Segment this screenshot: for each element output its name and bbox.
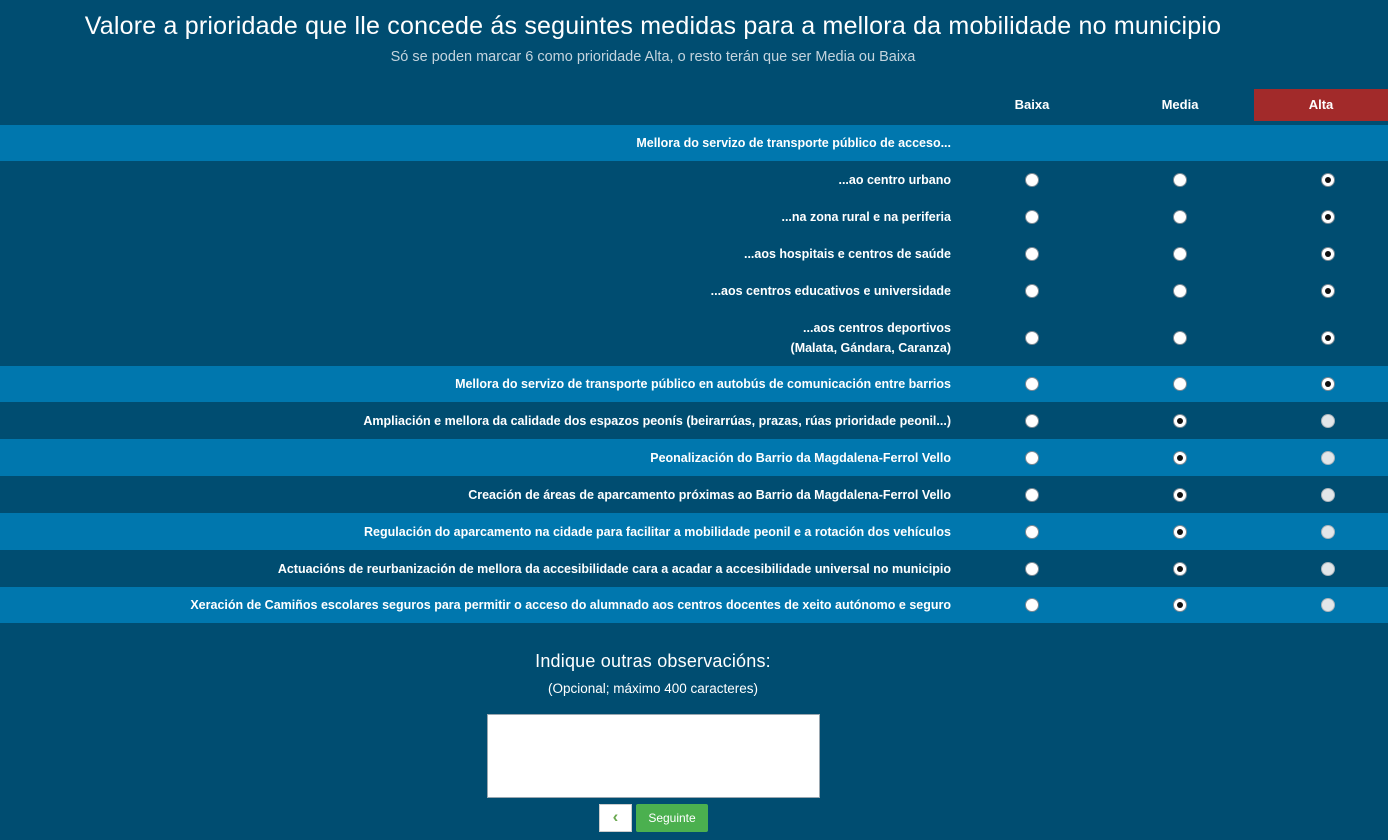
question-row [0, 513, 1388, 550]
question-text: Mellora do servizo de transporte público en autobús de comunicación entre barrios [455, 377, 951, 391]
observations-textarea[interactable] [487, 714, 820, 798]
radio-baixa[interactable] [1025, 414, 1039, 428]
question-text: ...aos centros deportivos [803, 320, 951, 335]
question-label [11, 161, 951, 198]
question-row [0, 476, 1388, 513]
question-label [11, 476, 951, 513]
radio-media[interactable] [1173, 488, 1187, 502]
radio-alta [1321, 488, 1335, 502]
question-label [11, 439, 951, 476]
question-row [0, 198, 1388, 235]
question-text: Regulación do aparcamento na cidade para facilitar a mobilidade peonil e a rotación dos vehículos [364, 524, 951, 539]
question-label [11, 235, 951, 272]
observations-title: Indique outras observacións: [535, 651, 771, 671]
question-text: ...aos hospitais e centros de saúde [743, 246, 951, 261]
radio-baixa[interactable] [1025, 377, 1039, 391]
question-label [11, 366, 951, 402]
radio-media[interactable] [1173, 525, 1187, 539]
radio-baixa[interactable] [1025, 451, 1039, 465]
radio-alta [1321, 451, 1335, 465]
radio-media[interactable] [1173, 377, 1187, 391]
column-header-baixa: Baixa [1014, 97, 1050, 112]
page-title: Valore a prioridade que lle concede ás seguintes medidas para a mellora da mobilidade no municipio [84, 12, 1222, 40]
question-text: Xeración de Camiños escolares seguros para permitir o acceso do alumnado aos centros docentes de xeito autónomo e seguro [190, 598, 951, 612]
radio-baixa[interactable] [1025, 525, 1039, 539]
question-text: Ampliación e mellora da calidade dos espazos peonís (beirarrúas, prazas, rúas prioridade peonil...) [363, 413, 951, 428]
question-text: Peonalización do Barrio da Magdalena-Ferrol Vello [650, 450, 951, 465]
observations-subtitle: (Opcional; máximo 400 caracteres) [547, 681, 759, 696]
radio-alta [1321, 562, 1335, 576]
radio-baixa[interactable] [1025, 173, 1039, 187]
radio-media[interactable] [1173, 173, 1187, 187]
radio-alta[interactable] [1321, 247, 1335, 261]
question-row [0, 550, 1388, 587]
radio-media[interactable] [1173, 451, 1187, 465]
radio-alta[interactable] [1321, 173, 1335, 187]
radio-baixa[interactable] [1025, 598, 1039, 612]
question-text: ...aos centros educativos e universidade [710, 283, 951, 298]
question-text: Creación de áreas de aparcamento próximas ao Barrio da Magdalena-Ferrol Vello [468, 487, 951, 502]
question-label [11, 309, 951, 366]
radio-baixa[interactable] [1025, 562, 1039, 576]
next-button[interactable]: Seguinte [636, 804, 708, 832]
question-row [0, 439, 1388, 476]
priority-grid [0, 125, 1388, 623]
radio-alta[interactable] [1321, 377, 1335, 391]
question-row [0, 235, 1388, 272]
question-text: ...na zona rural e na periferia [781, 209, 951, 224]
column-header-media: Media [1161, 97, 1199, 112]
radio-baixa[interactable] [1025, 210, 1039, 224]
radio-baixa[interactable] [1025, 284, 1039, 298]
question-label [11, 198, 951, 235]
radio-alta[interactable] [1321, 284, 1335, 298]
page-subtitle: Só se poden marcar 6 como prioridade Alta, o resto terán que ser Media ou Baixa [390, 49, 916, 65]
group-header-label: Mellora do servizo de transporte público de acceso... [636, 136, 951, 150]
question-subtext: (Malata, Gándara, Caranza) [790, 340, 951, 355]
radio-media[interactable] [1173, 284, 1187, 298]
question-label [11, 513, 951, 550]
question-row [0, 272, 1388, 309]
question-label [11, 587, 951, 623]
radio-baixa[interactable] [1025, 488, 1039, 502]
radio-baixa[interactable] [1025, 247, 1039, 261]
question-label [11, 550, 951, 587]
question-row [0, 402, 1388, 439]
chevron-left-icon: ‹ [612, 807, 619, 826]
radio-media[interactable] [1173, 210, 1187, 224]
question-label [11, 402, 951, 439]
question-text: Actuacións de reurbanización de mellora da accesibilidade cara a acadar a accesibilidade universal no municipio [277, 561, 951, 576]
radio-media[interactable] [1173, 331, 1187, 345]
radio-media[interactable] [1173, 562, 1187, 576]
question-label [11, 272, 951, 309]
question-row [0, 366, 1388, 402]
radio-alta [1321, 414, 1335, 428]
radio-alta[interactable] [1321, 210, 1335, 224]
radio-alta[interactable] [1321, 331, 1335, 345]
question-row [0, 161, 1388, 198]
radio-alta [1321, 525, 1335, 539]
column-header-alta: Alta [1254, 89, 1388, 121]
radio-media[interactable] [1173, 598, 1187, 612]
radio-media[interactable] [1173, 247, 1187, 261]
group-header-row [0, 125, 1388, 161]
radio-alta [1321, 598, 1335, 612]
question-row [0, 587, 1388, 623]
back-button[interactable] [599, 804, 632, 832]
question-text: ...ao centro urbano [838, 172, 951, 187]
radio-media[interactable] [1173, 414, 1187, 428]
radio-baixa[interactable] [1025, 331, 1039, 345]
question-row [0, 309, 1388, 366]
